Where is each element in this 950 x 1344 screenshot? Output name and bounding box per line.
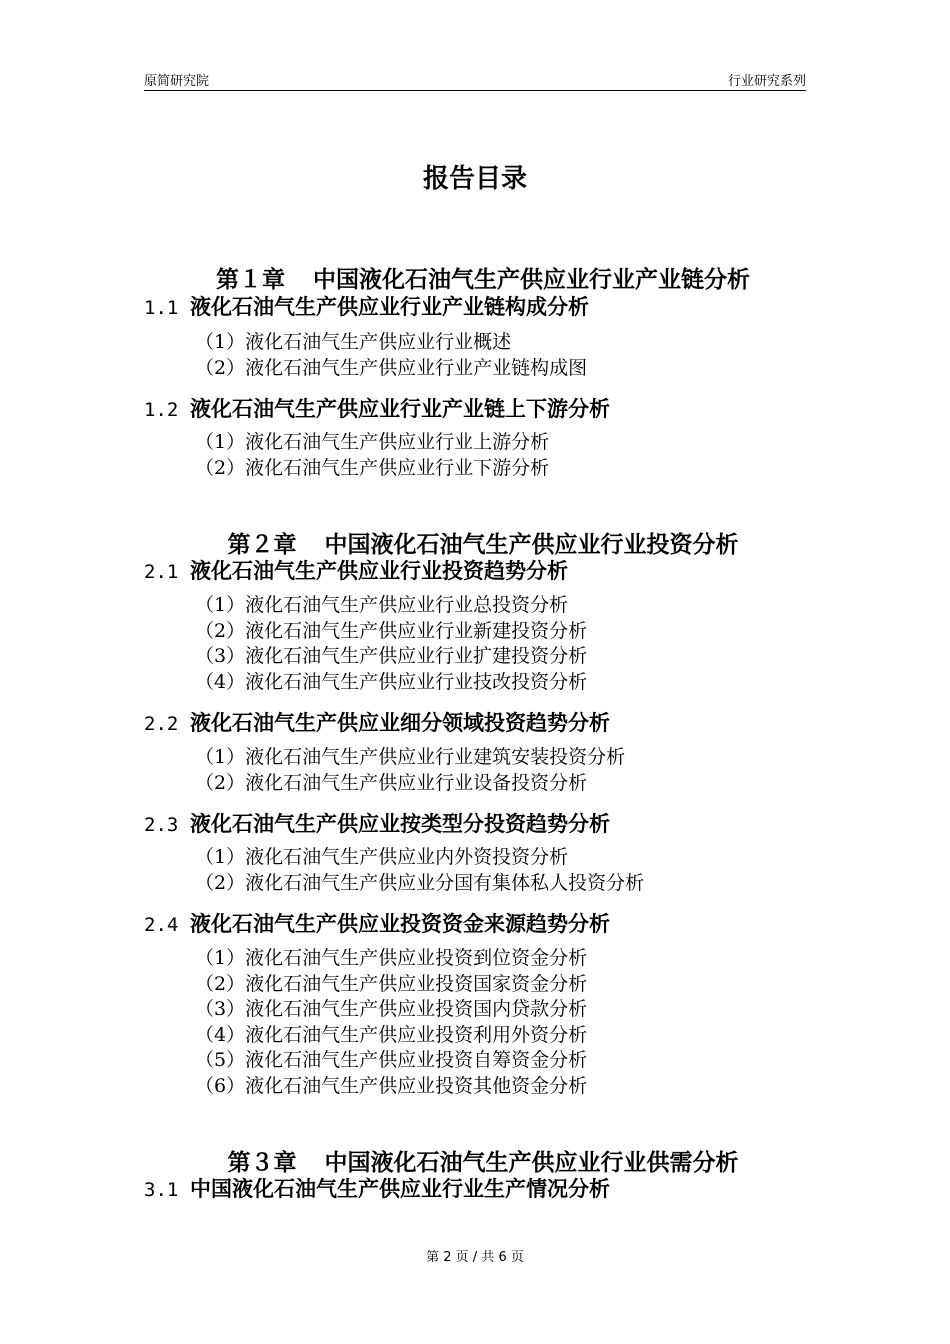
section-items (195, 330, 587, 381)
section-title: 液化石油气生产供应业行业产业链构成分析 (190, 294, 589, 319)
section-number: 2.3 (144, 814, 179, 836)
header-org: 原简研究院 (144, 74, 210, 89)
page-title: 报告目录 (422, 164, 527, 194)
chapter-title: 中国液化石油气生产供应业行业供需分析 (324, 1149, 739, 1176)
section-title: 液化石油气生产供应业行业投资趋势分析 (190, 558, 568, 583)
toc-item: （2）液化石油气生产供应业行业设备投资分析 (195, 771, 588, 794)
toc-item: （1）液化石油气生产供应业行业总投资分析 (195, 594, 569, 616)
chapter-label: 第２章 (227, 531, 297, 558)
toc-item: （2）液化石油气生产供应业行业新建投资分析 (195, 619, 588, 642)
page-footer: 第 2 页 / 共 6 页 (426, 1250, 524, 1265)
section-title: 液化石油气生产供应业投资资金来源趋势分析 (190, 911, 610, 936)
chapter-heading (0, 234, 950, 294)
toc-item: （3）液化石油气生产供应业行业扩建投资分析 (195, 645, 588, 667)
toc-item: （4）液化石油气生产供应业行业技改投资分析 (195, 670, 588, 693)
section-heading (144, 707, 610, 737)
chapter-heading (0, 499, 950, 559)
toc-item: （2）液化石油气生产供应业行业下游分析 (195, 456, 550, 479)
section-heading (144, 808, 610, 838)
chapter-label: 第３章 (227, 1149, 297, 1176)
toc-item: （1）液化石油气生产供应业投资到位资金分析 (195, 947, 588, 969)
chapter-title: 中国液化石油气生产供应业行业产业链分析 (313, 266, 750, 293)
section-heading (144, 393, 610, 423)
section-heading (144, 555, 568, 585)
toc-item: （6）液化石油气生产供应业投资其他资金分析 (195, 1074, 588, 1097)
section-items (195, 745, 625, 796)
toc-item: （1）液化石油气生产供应业内外资投资分析 (195, 846, 569, 868)
toc-item: （2）液化石油气生产供应业行业产业链构成图 (195, 356, 588, 379)
toc-item: （4）液化石油气生产供应业投资利用外资分析 (195, 1023, 588, 1046)
toc-item: （1）液化石油气生产供应业行业上游分析 (195, 431, 550, 453)
section-items (195, 430, 549, 481)
section-title: 液化石油气生产供应业细分领域投资趋势分析 (190, 710, 610, 735)
toc-item: （5）液化石油气生产供应业投资自筹资金分析 (195, 1049, 588, 1071)
section-items (195, 845, 644, 896)
section-title: 液化石油气生产供应业行业产业链上下游分析 (190, 396, 610, 421)
chapter-title: 中国液化石油气生产供应业行业投资分析 (324, 531, 739, 558)
toc-item: （3）液化石油气生产供应业投资国内贷款分析 (195, 998, 588, 1020)
page-header (144, 68, 806, 91)
toc-item: （2）液化石油气生产供应业分国有集体私人投资分析 (195, 871, 645, 894)
section-number: 1.2 (144, 399, 179, 421)
section-heading (144, 291, 589, 321)
toc-item: （2）液化石油气生产供应业投资国家资金分析 (195, 972, 588, 995)
section-number: 3.1 (144, 1179, 179, 1201)
section-number: 1.1 (144, 297, 179, 319)
toc-item: （1）液化石油气生产供应业行业建筑安装投资分析 (195, 746, 626, 768)
section-heading (144, 908, 610, 938)
header-series: 行业研究系列 (727, 74, 806, 89)
section-items (195, 593, 587, 695)
section-items (195, 946, 587, 1099)
toc-item: （1）液化石油气生产供应业行业概述 (195, 331, 512, 353)
chapter-label: 第１章 (216, 266, 285, 293)
section-number: 2.4 (144, 914, 179, 936)
section-heading (144, 1173, 610, 1203)
section-title: 中国液化石油气生产供应业行业生产情况分析 (190, 1176, 610, 1201)
chapter-heading (0, 1117, 950, 1177)
section-number: 2.2 (144, 713, 179, 735)
section-number: 2.1 (144, 561, 179, 583)
section-title: 液化石油气生产供应业按类型分投资趋势分析 (190, 811, 610, 836)
